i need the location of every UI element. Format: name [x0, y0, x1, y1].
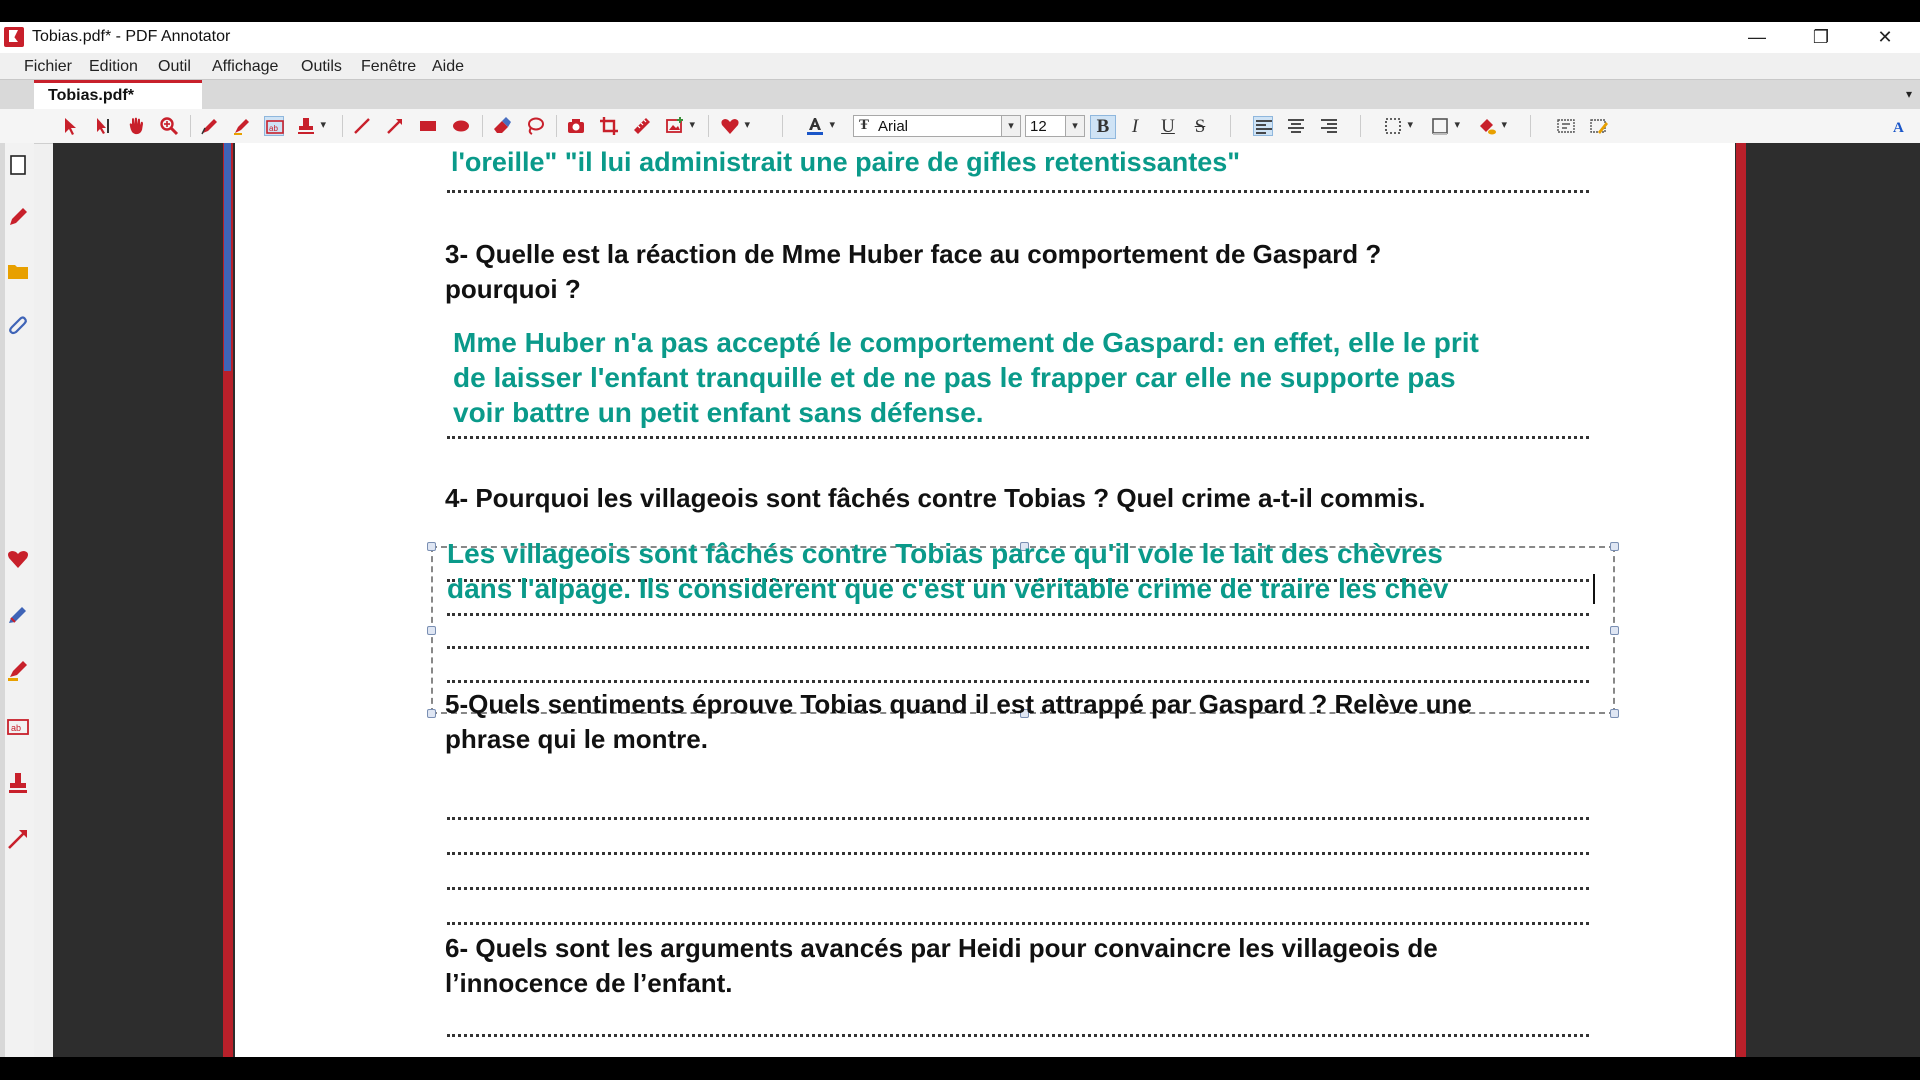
font-name-value: Arial: [878, 118, 909, 135]
border-icon[interactable]: [1383, 116, 1403, 136]
minimize-button[interactable]: —: [1748, 27, 1766, 47]
highlighter-icon[interactable]: [6, 659, 30, 683]
menu-fichier[interactable]: Fichier: [24, 58, 73, 75]
question-3-line2: pourquoi ?: [445, 274, 581, 304]
svg-text:ab: ab: [269, 124, 278, 133]
title-bar: [0, 22, 1920, 53]
document-viewport[interactable]: [53, 143, 1920, 1057]
pen-icon[interactable]: [6, 205, 30, 229]
dotted-line: [447, 817, 1589, 820]
tab-overflow-button[interactable]: ▾: [1905, 87, 1912, 101]
ellipse-icon[interactable]: [451, 116, 471, 136]
rectangle-icon[interactable]: [418, 116, 438, 136]
dotted-line: [447, 922, 1589, 925]
text-select-icon[interactable]: [93, 116, 113, 136]
toolbar-separator: [190, 115, 191, 137]
toolbar-separator: [342, 115, 343, 137]
align-right-icon[interactable]: [1319, 116, 1339, 136]
heart-icon[interactable]: [6, 547, 30, 571]
align-center-icon[interactable]: [1286, 116, 1306, 136]
dotted-line: [447, 852, 1589, 855]
svg-text:ab: ab: [11, 723, 22, 733]
bold-button[interactable]: B: [1090, 115, 1116, 139]
strikethrough-button[interactable]: S: [1194, 116, 1206, 137]
window-title: Tobias.pdf* - PDF Annotator: [32, 28, 231, 45]
font-size-dropdown[interactable]: ▾: [1065, 115, 1085, 137]
question-4: 4- Pourquoi les villageois sont fâchés contre Tobias ? Quel crime a-t-il commis.: [445, 483, 1426, 513]
resize-handle[interactable]: [427, 626, 436, 635]
font-color-icon[interactable]: [805, 116, 825, 136]
font-type-icon: Ŧ: [859, 117, 870, 133]
resize-handle[interactable]: [1610, 542, 1619, 551]
toolbar-separator: [1360, 115, 1361, 137]
menu-outils[interactable]: Outils: [301, 58, 342, 75]
image-icon[interactable]: [665, 116, 685, 136]
toolbar-separator: [482, 115, 483, 137]
textbox-icon[interactable]: [264, 116, 284, 136]
font-name-dropdown[interactable]: ▾: [1001, 115, 1021, 137]
answer-2-tail[interactable]: l'oreille" "il lui administrait une paire de gifles retentissantes": [451, 147, 1241, 177]
menu-affichage[interactable]: Affichage: [212, 58, 279, 75]
annotation-toolbar: [0, 109, 1920, 144]
dotted-line: [447, 613, 1589, 616]
font-name-input[interactable]: [853, 115, 1021, 137]
hand-icon[interactable]: [126, 116, 146, 136]
answer-3-line3[interactable]: voir battre un petit enfant sans défense.: [453, 397, 984, 428]
answer-4-line2[interactable]: dans l'alpage. Ils considèrent que c'est un véritable crime de traire les chèv: [447, 573, 1449, 604]
grid-icon[interactable]: [1556, 116, 1576, 136]
lasso-icon[interactable]: [525, 116, 545, 136]
text-cursor: [1593, 574, 1595, 604]
arrow-icon[interactable]: [385, 116, 405, 136]
camera-icon[interactable]: [566, 116, 586, 136]
tab-tobias-pdf[interactable]: Tobias.pdf*: [34, 80, 202, 110]
question-3-line1: 3- Quelle est la réaction de Mme Huber face au comportement de Gaspard ?: [445, 239, 1382, 269]
app-window: [0, 22, 1920, 1057]
pdf-annotator-logo-icon: [4, 27, 24, 47]
pin-icon[interactable]: [1890, 116, 1910, 136]
shadow-icon[interactable]: [1477, 116, 1497, 136]
resize-handle[interactable]: [427, 709, 436, 718]
resize-handle[interactable]: [1610, 709, 1619, 718]
resize-handle[interactable]: [1610, 626, 1619, 635]
stamp-icon[interactable]: [6, 771, 30, 795]
menu-fenetre[interactable]: Fenêtre: [361, 58, 417, 75]
question-6-line2: l’innocence de l’enfant.: [445, 968, 733, 998]
menu-outil[interactable]: Outil: [158, 58, 191, 75]
menu-edition[interactable]: Edition: [89, 58, 138, 75]
close-button[interactable]: ✕: [1877, 27, 1893, 47]
pen-icon[interactable]: [6, 603, 30, 627]
heart-icon[interactable]: [720, 116, 740, 136]
stamp-icon[interactable]: [296, 116, 316, 136]
dotted-line: [447, 1034, 1589, 1037]
folder-icon[interactable]: [6, 259, 30, 283]
restore-button[interactable]: ❐: [1812, 27, 1830, 47]
edit-icon[interactable]: [1589, 116, 1609, 136]
page-icon[interactable]: [6, 153, 30, 177]
answer-3-line2[interactable]: de laisser l'enfant tranquille et de ne pas le frapper car elle ne supporte pas: [453, 362, 1456, 393]
answer-4-line1[interactable]: Les villageois sont fâchés contre Tobias parce qu'il vole le lait des chèvres: [447, 538, 1443, 569]
page-border-right: [1736, 143, 1746, 1057]
dotted-line: [447, 887, 1589, 890]
answer-3-line1[interactable]: Mme Huber n'a pas accepté le comportement de Gaspard: en effet, elle le prit: [453, 327, 1479, 358]
toolbar-separator: [556, 115, 557, 137]
highlighter-icon[interactable]: [232, 116, 252, 136]
resize-handle[interactable]: [427, 542, 436, 551]
paperclip-icon[interactable]: [6, 313, 30, 337]
svg-text:A: A: [1893, 120, 1904, 136]
ruler-icon[interactable]: [632, 116, 652, 136]
select-arrow-icon[interactable]: [60, 116, 80, 136]
underline-button[interactable]: U: [1161, 116, 1175, 137]
sidebar-strip: [0, 143, 5, 1057]
toolbar-separator: [1230, 115, 1231, 137]
toolbar-separator: [782, 115, 783, 137]
fill-icon[interactable]: [1430, 116, 1450, 136]
align-left-icon[interactable]: [1253, 116, 1273, 136]
question-5-line1: 5-Quels sentiments éprouve Tobias quand il est attrappé par Gaspard ? Relève une: [445, 689, 1472, 719]
question-6-line1: 6- Quels sont les arguments avancés par Heidi pour convaincre les villageois de: [445, 933, 1438, 963]
dotted-line: [447, 646, 1589, 649]
toolbar-separator: [1530, 115, 1531, 137]
document-tab-bar: [0, 79, 1920, 110]
crop-icon[interactable]: [599, 116, 619, 136]
question-5-line2: phrase qui le montre.: [445, 724, 708, 754]
menu-aide[interactable]: Aide: [432, 58, 465, 75]
italic-button[interactable]: I: [1131, 116, 1139, 137]
dotted-line: [447, 190, 1589, 193]
left-sidebar: [0, 143, 34, 1057]
zoom-icon[interactable]: [159, 116, 179, 136]
line-icon[interactable]: [352, 116, 372, 136]
pen-icon[interactable]: [200, 116, 220, 136]
textbox-icon[interactable]: [6, 715, 30, 739]
screen-bottom-edge: [0, 1057, 1920, 1080]
toolbar-separator: [708, 115, 709, 137]
page-scroll-indicator: [224, 143, 231, 371]
eraser-icon[interactable]: [492, 116, 512, 136]
dotted-line: [447, 680, 1589, 683]
font-size-input[interactable]: 12: [1025, 115, 1067, 137]
dotted-line: [447, 436, 1589, 439]
pdf-page[interactable]: [235, 143, 1735, 1057]
menu-bar: [0, 53, 1920, 79]
arrow-icon[interactable]: [6, 827, 30, 851]
